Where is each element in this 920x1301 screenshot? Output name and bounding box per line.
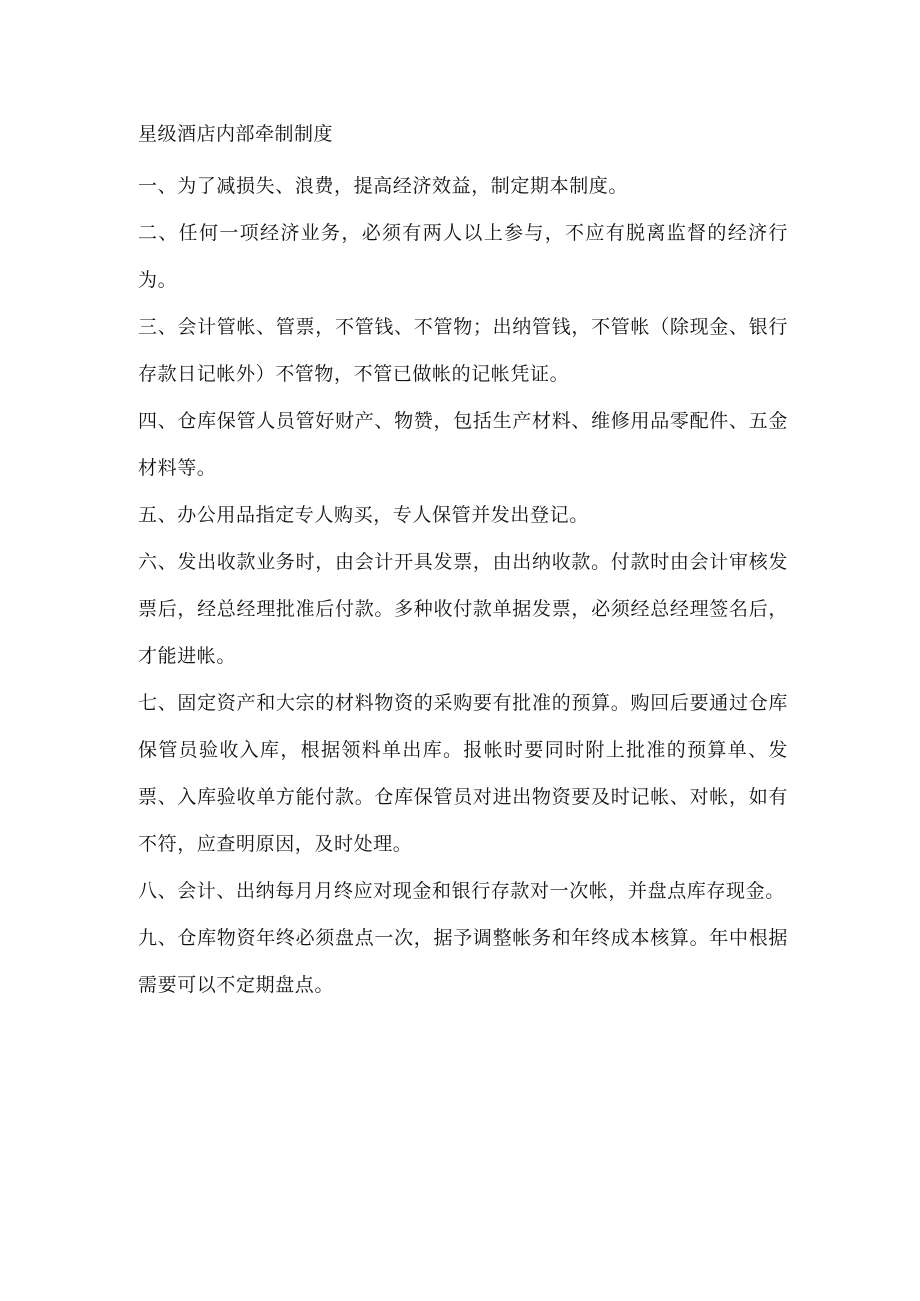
clause-7: 七、固定资产和大宗的材料物资的采购要有批准的预算。购回后要通过仓库保管员验收入库，根据领料单出库。报帐时要同时附上批准的预算单、发票、入库验收单方能付款。仓库保管员对进出物资要及时记帐、对帐，如有不符，应查明原因，及时处理。	[138, 692, 788, 855]
clause-3: 三、会计管帐、管票，不管钱、不管物；出纳管钱，不管帐（除现金、银行存款日记帐外）不管物，不管已做帐的记帐凭证。	[138, 316, 788, 385]
clause-1: 一、为了减损失、浪费，提高经济效益，制定期本制度。	[138, 175, 629, 197]
clause-6: 六、发出收款业务时，由会计开具发票，由出纳收款。付款时由会计审核发票后，经总经理批准后付款。多种收付款单据发票，必须经总经理签名后，才能进帐。	[138, 551, 788, 667]
clause-8: 八、会计、出纳每月月终应对现金和银行存款对一次帐，并盘点库存现金。	[138, 880, 785, 902]
document-title: 星级酒店内部牵制制度	[138, 123, 334, 145]
clause-4: 四、仓库保管人员管好财产、物赞，包括生产材料、维修用品零配件、五金材料等。	[138, 410, 788, 479]
clause-9: 九、仓库物资年终必须盘点一次，据予调整帐务和年终成本核算。年中根据需要可以不定期盘点。	[138, 927, 788, 996]
clause-2: 二、任何一项经济业务，必须有两人以上参与，不应有脱离监督的经济行为。	[138, 222, 788, 291]
clause-5: 五、办公用品指定专人购买，专人保管并发出登记。	[138, 504, 589, 526]
document-body	[138, 116, 788, 1009]
